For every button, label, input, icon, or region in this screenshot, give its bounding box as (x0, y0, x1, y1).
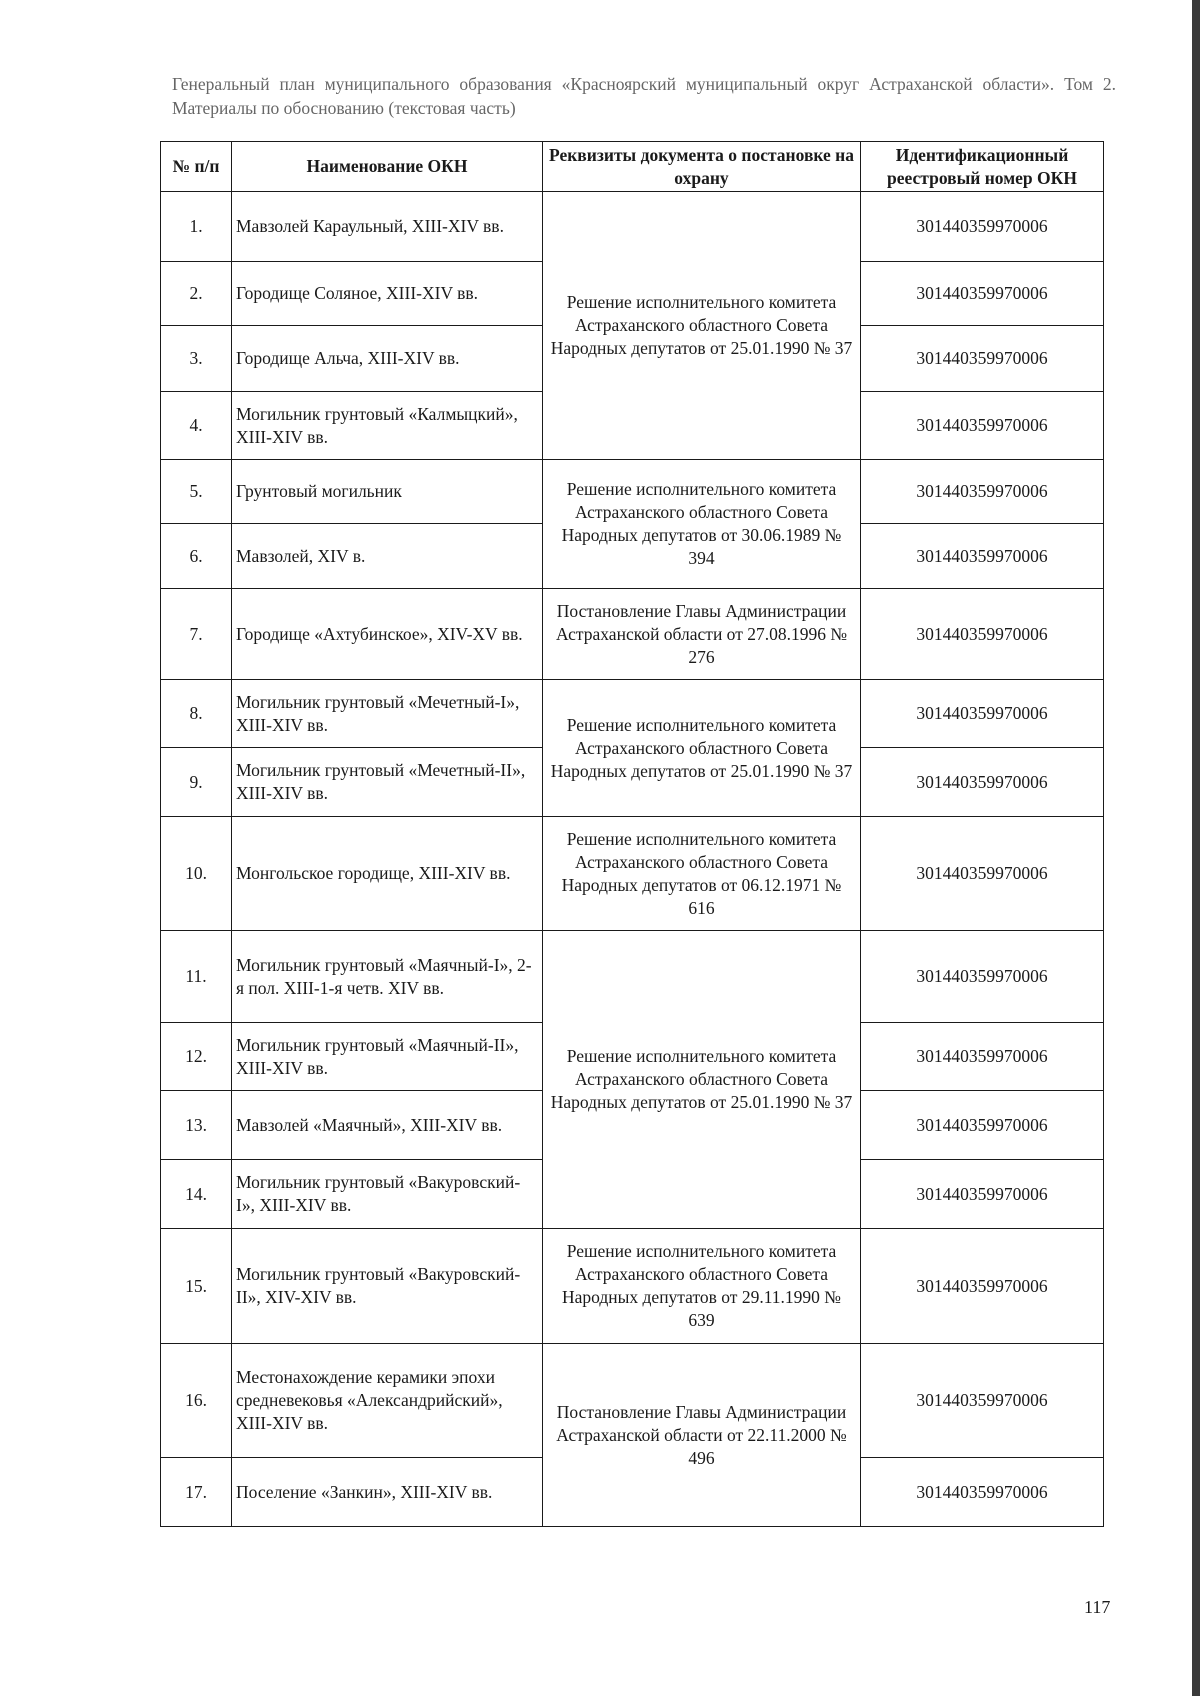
page-number: 117 (1084, 1597, 1111, 1617)
okn-name: Городище Соляное, XIII-XIV вв. (232, 262, 543, 326)
registry-id: 301440359970006 (861, 326, 1104, 392)
okn-table (160, 141, 1104, 1527)
row-number: 15. (161, 1229, 232, 1344)
okn-name: Городище Альча, XIII-XIV вв. (232, 326, 543, 392)
registry-id: 301440359970006 (861, 1458, 1104, 1527)
registry-id: 301440359970006 (861, 1023, 1104, 1091)
registry-id: 301440359970006 (861, 392, 1104, 460)
protection-document: Решение исполнительного комитета Астраханского областного Совета Народных депутатов от 25.01.1990 № 37 (543, 192, 861, 460)
registry-id: 301440359970006 (861, 1229, 1104, 1344)
okn-name: Могильник грунтовый «Мечетный-I», XIII-XIV вв. (232, 680, 543, 748)
table-row (161, 817, 1104, 931)
registry-id: 301440359970006 (861, 1091, 1104, 1160)
okn-name: Мавзолей Караульный, XIII-XIV вв. (232, 192, 543, 262)
page-edge (1192, 0, 1200, 1696)
row-number: 4. (161, 392, 232, 460)
okn-name: Могильник грунтовый «Маячный-I», 2-я пол. XIII-1-я четв. XIV вв. (232, 931, 543, 1023)
okn-name: Грунтовый могильник (232, 460, 543, 524)
okn-name: Городище «Ахтубинское», XIV-XV вв. (232, 589, 543, 680)
okn-name: Монгольское городище, XIII-XIV вв. (232, 817, 543, 931)
table-row (161, 460, 1104, 524)
registry-id: 301440359970006 (861, 1344, 1104, 1458)
okn-name: Местонахождение керамики эпохи средневековья «Александрийский», XIII-XIV вв. (232, 1344, 543, 1458)
column-header-registry-id: Идентификационный реестровый номер ОКН (861, 142, 1104, 192)
column-header-document: Реквизиты документа о постановке на охрану (543, 142, 861, 192)
protection-document: Решение исполнительного комитета Астраханского областного Совета Народных депутатов от 25.01.1990 № 37 (543, 931, 861, 1229)
row-number: 10. (161, 817, 232, 931)
protection-document: Решение исполнительного комитета Астраханского областного Совета Народных депутатов от 29.11.1990 № 639 (543, 1229, 861, 1344)
registry-id: 301440359970006 (861, 524, 1104, 589)
protection-document: Решение исполнительного комитета Астраханского областного Совета Народных депутатов от 30.06.1989 № 394 (543, 460, 861, 589)
okn-name: Поселение «Занкин», XIII-XIV вв. (232, 1458, 543, 1527)
registry-id: 301440359970006 (861, 262, 1104, 326)
row-number: 12. (161, 1023, 232, 1091)
row-number: 3. (161, 326, 232, 392)
registry-id: 301440359970006 (861, 748, 1104, 817)
row-number: 17. (161, 1458, 232, 1527)
row-number: 13. (161, 1091, 232, 1160)
registry-id: 301440359970006 (861, 817, 1104, 931)
protection-document: Постановление Главы Администрации Астраханской области от 27.08.1996 № 276 (543, 589, 861, 680)
row-number: 7. (161, 589, 232, 680)
table-header-row (161, 142, 1104, 192)
column-header-name: Наименование ОКН (232, 142, 543, 192)
row-number: 14. (161, 1160, 232, 1229)
row-number: 9. (161, 748, 232, 817)
row-number: 6. (161, 524, 232, 589)
column-header-number: № п/п (161, 142, 232, 192)
okn-name: Могильник грунтовый «Мечетный-II», XIII-XIV вв. (232, 748, 543, 817)
okn-name: Могильник грунтовый «Калмыцкий», XIII-XIV вв. (232, 392, 543, 460)
row-number: 8. (161, 680, 232, 748)
table-row (161, 1229, 1104, 1344)
okn-name: Могильник грунтовый «Вакуровский-I», XIII-XIV вв. (232, 1160, 543, 1229)
protection-document: Решение исполнительного комитета Астраханского областного Совета Народных депутатов от 25.01.1990 № 37 (543, 680, 861, 817)
registry-id: 301440359970006 (861, 192, 1104, 262)
row-number: 16. (161, 1344, 232, 1458)
table-row (161, 1344, 1104, 1458)
protection-document: Постановление Главы Администрации Астраханской области от 22.11.2000 № 496 (543, 1344, 861, 1527)
protection-document: Решение исполнительного комитета Астраханского областного Совета Народных депутатов от 06.12.1971 № 616 (543, 817, 861, 931)
okn-name: Могильник грунтовый «Маячный-II», XIII-XIV вв. (232, 1023, 543, 1091)
registry-id: 301440359970006 (861, 589, 1104, 680)
okn-name: Могильник грунтовый «Вакуровский-II», XIV-XIV вв. (232, 1229, 543, 1344)
registry-id: 301440359970006 (861, 931, 1104, 1023)
table-row (161, 589, 1104, 680)
okn-name: Мавзолей, XIV в. (232, 524, 543, 589)
okn-name: Мавзолей «Маячный», XIII-XIV вв. (232, 1091, 543, 1160)
row-number: 11. (161, 931, 232, 1023)
registry-id: 301440359970006 (861, 680, 1104, 748)
table-row (161, 680, 1104, 748)
table-row (161, 931, 1104, 1023)
registry-id: 301440359970006 (861, 460, 1104, 524)
row-number: 2. (161, 262, 232, 326)
row-number: 5. (161, 460, 232, 524)
row-number: 1. (161, 192, 232, 262)
registry-id: 301440359970006 (861, 1160, 1104, 1229)
table-row (161, 192, 1104, 262)
document-header: Генеральный план муниципального образования «Красноярский муниципальный округ Астраханской области». Том 2. Материалы по обоснованию (текстовая часть) (172, 74, 1116, 118)
